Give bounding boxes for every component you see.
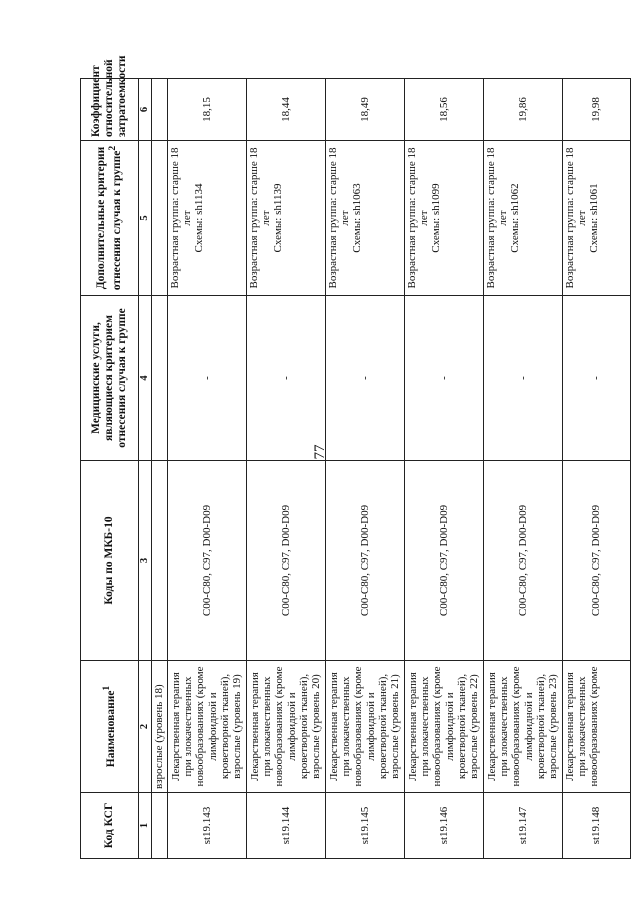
extra-criteria [562,141,630,296]
medical-services: - [167,296,246,461]
table-row [562,79,630,859]
cost-coefficient: 18,44 [246,79,325,141]
ksg-code: st19.148 [562,793,630,859]
continuation-name-cell: взрослые (уровень 18) [151,661,167,793]
extra-criteria [246,141,325,296]
cost-coefficient: 18,15 [167,79,246,141]
ksg-name: Лекарственная терапия при злокачественных новообразованиях (кроме лимфоидной и кроветворной тканей), взрослые (уровень 20) [246,661,325,793]
cost-coefficient: 19,98 [562,79,630,141]
medical-services: - [404,296,483,461]
cost-coefficient: 19,86 [483,79,562,141]
header-code: Код КСГ [81,793,139,859]
ksg-code: st19.145 [325,793,404,859]
header-services: Медицинские услуги, являющиеся критерием отнесения случая к группе [81,296,139,461]
ksg-code: st19.146 [404,793,483,859]
table-row [167,79,246,859]
header-coef: Коэффициент относительной затратоемкости [81,79,139,141]
table-row [483,79,562,859]
header-criteria [81,141,139,296]
continuation-coef-cell [151,79,167,141]
criteria-scheme: Схемы: sh1063 [351,183,364,253]
medical-services: - [246,296,325,461]
mkb-codes: C00-C80, C97, D00-D09 [483,461,562,661]
extra-criteria [325,141,404,296]
extra-criteria [483,141,562,296]
medical-services: - [562,296,630,461]
ksg-name: Лекарственная терапия при злокачественных новообразованиях (кроме [562,661,630,793]
rotated-table-container [80,55,603,859]
column-number: 5 [139,141,152,296]
mkb-codes: C00-C80, C97, D00-D09 [167,461,246,661]
column-number: 3 [139,461,152,661]
criteria-age: Возрастная группа: старше 18 лет [563,147,589,289]
medical-services: - [325,296,404,461]
column-number: 6 [139,79,152,141]
table-row [246,79,325,859]
continuation-services-cell [151,296,167,461]
criteria-scheme: Схемы: sh1139 [272,183,285,253]
cost-coefficient: 18,56 [404,79,483,141]
criteria-age: Возрастная группа: старше 18 лет [326,147,352,289]
cost-coefficient: 18,49 [325,79,404,141]
continuation-mkb-cell [151,461,167,661]
header-name-text: Наименование [104,690,117,768]
criteria-scheme: Схемы: sh1062 [509,183,522,253]
ksg-name: Лекарственная терапия при злокачественных новообразованиях (кроме лимфоидной и кроветворной тканей), взрослые (уровень 19) [167,661,246,793]
column-number: 2 [139,661,152,793]
page-number: 77 [312,444,328,460]
mkb-codes: C00-C80, C97, D00-D09 [562,461,630,661]
header-row [81,79,139,859]
mkb-codes: C00-C80, C97, D00-D09 [246,461,325,661]
criteria-age: Возрастная группа: старше 18 лет [405,147,431,289]
criteria-age: Возрастная группа: старше 18 лет [168,147,194,289]
ksg-code: st19.147 [483,793,562,859]
column-number-row [139,79,152,859]
header-criteria-footnote: 2 [107,145,119,151]
criteria-scheme: Схемы: sh1099 [430,183,443,253]
continuation-criteria-cell [151,141,167,296]
ksg-name: Лекарственная терапия при злокачественных новообразованиях (кроме лимфоидной и кроветворной тканей), взрослые (уровень 21) [325,661,404,793]
column-number: 4 [139,296,152,461]
ksg-code: st19.144 [246,793,325,859]
continuation-row [151,79,167,859]
header-criteria-text: Дополнительные критерии отнесения случая к группе [95,146,123,291]
continuation-code-cell [151,793,167,859]
criteria-age: Возрастная группа: старше 18 лет [484,147,510,289]
ksg-table [80,55,631,859]
header-name-footnote: 1 [100,685,112,691]
ksg-code: st19.143 [167,793,246,859]
header-name [81,661,139,793]
header-mkb: Коды по МКБ-10 [81,461,139,661]
table-row [325,79,404,859]
extra-criteria [404,141,483,296]
mkb-codes: C00-C80, C97, D00-D09 [404,461,483,661]
criteria-scheme: Схемы: sh1134 [193,183,206,253]
column-number: 1 [139,793,152,859]
table-row [404,79,483,859]
criteria-scheme: Схемы: sh1061 [588,183,601,253]
criteria-age: Возрастная группа: старше 18 лет [247,147,273,289]
ksg-name: Лекарственная терапия при злокачественных новообразованиях (кроме лимфоидной и кроветворной тканей), взрослые (уровень 22) [404,661,483,793]
ksg-name: Лекарственная терапия при злокачественных новообразованиях (кроме лимфоидной и кроветворной тканей), взрослые (уровень 23) [483,661,562,793]
mkb-codes: C00-C80, C97, D00-D09 [325,461,404,661]
medical-services: - [483,296,562,461]
extra-criteria [167,141,246,296]
